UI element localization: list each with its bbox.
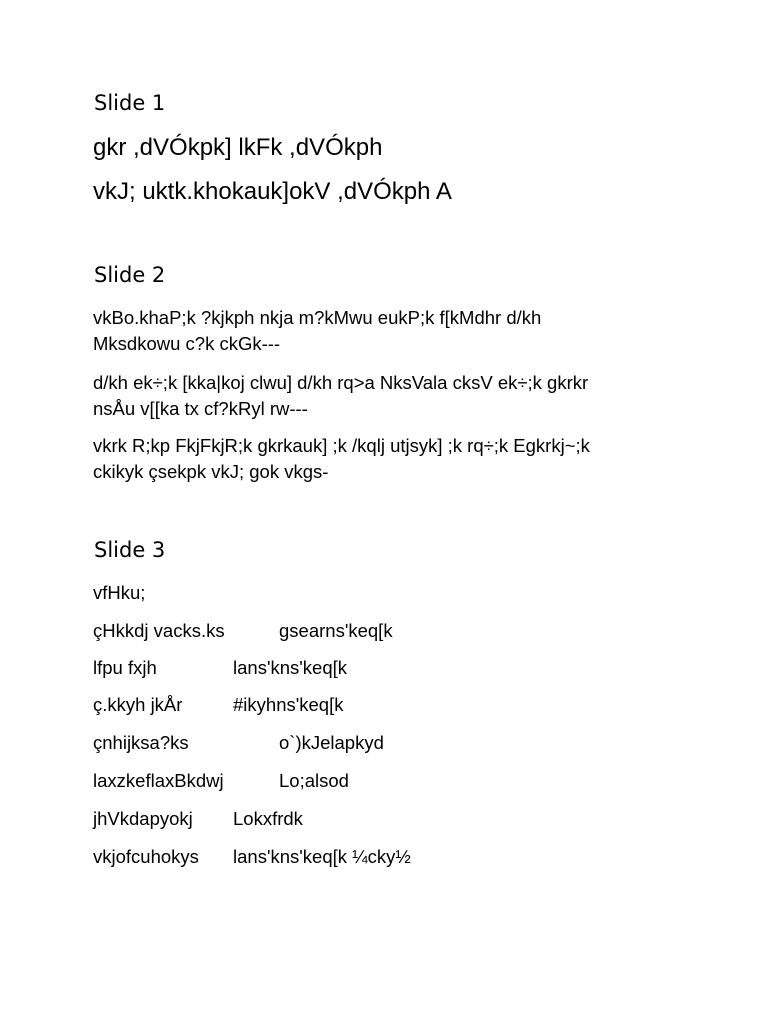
slide-1-line-2: vkJ; uktk.khokauk]okV ,dVÓkph A [93, 178, 452, 205]
cast-actor-name: jhVkdapyokj [93, 808, 193, 829]
cast-actor-name: ç.kkyh jkÅr [93, 694, 183, 715]
cast-actor-name: çHkkdj vacks.ks [93, 620, 225, 641]
paragraph-line: vkBo.khaP;k ?kjkph nkja m?kMwu eukP;k f[kMdhr d/kh [93, 307, 542, 328]
slide-2-paragraph-2 [93, 370, 693, 422]
cast-actor-name: vkjofcuhokys [93, 846, 199, 867]
cast-role-name: o`)kJelapkyd [279, 732, 384, 753]
cast-role-name: Lo;alsod [279, 770, 349, 791]
paragraph-line: Mksdkowu c?k ckGk--- [93, 333, 281, 354]
cast-actor-name: çnhijksa?ks [93, 732, 189, 753]
slide-2-paragraph-1 [93, 305, 693, 357]
paragraph-line: nsÅu v[[ka tx cf?kRyl rw--- [93, 398, 308, 419]
cast-role-name: lans'kns'keq[k ¼cky½ [233, 846, 411, 867]
slide-1-line-1: gkr ,dVÓkpk] lkFk ,dVÓkph [93, 134, 383, 161]
cast-heading: vfHku; [93, 582, 146, 603]
slide-2-paragraph-3 [93, 433, 693, 485]
paragraph-line: d/kh ek÷;k [kka|koj clwu] d/kh rq>a NksVala cksV ek÷;k gkrkr [93, 372, 589, 393]
cast-role-name: gsearns'keq[k [279, 620, 393, 641]
slide-3-title: Slide 3 [94, 538, 166, 562]
cast-role-name: #ikyhns'keq[k [233, 694, 344, 715]
cast-actor-name: lfpu fxjh [93, 657, 157, 678]
slide-2-title: Slide 2 [94, 263, 166, 287]
paragraph-line: ckikyk çsekpk vkJ; gok vkgs- [93, 461, 329, 482]
paragraph-line: vkrk R;kp FkjFkjR;k gkrkauk] ;k /kqlj utjsyk] ;k rq÷;k Egkrkj~;k [93, 435, 590, 456]
cast-role-name: lans'kns'keq[k [233, 657, 348, 678]
slide-1-title: Slide 1 [94, 91, 166, 115]
cast-role-name: Lokxfrdk [233, 808, 303, 829]
cast-actor-name: laxzkeflaxBkdwj [93, 770, 224, 791]
